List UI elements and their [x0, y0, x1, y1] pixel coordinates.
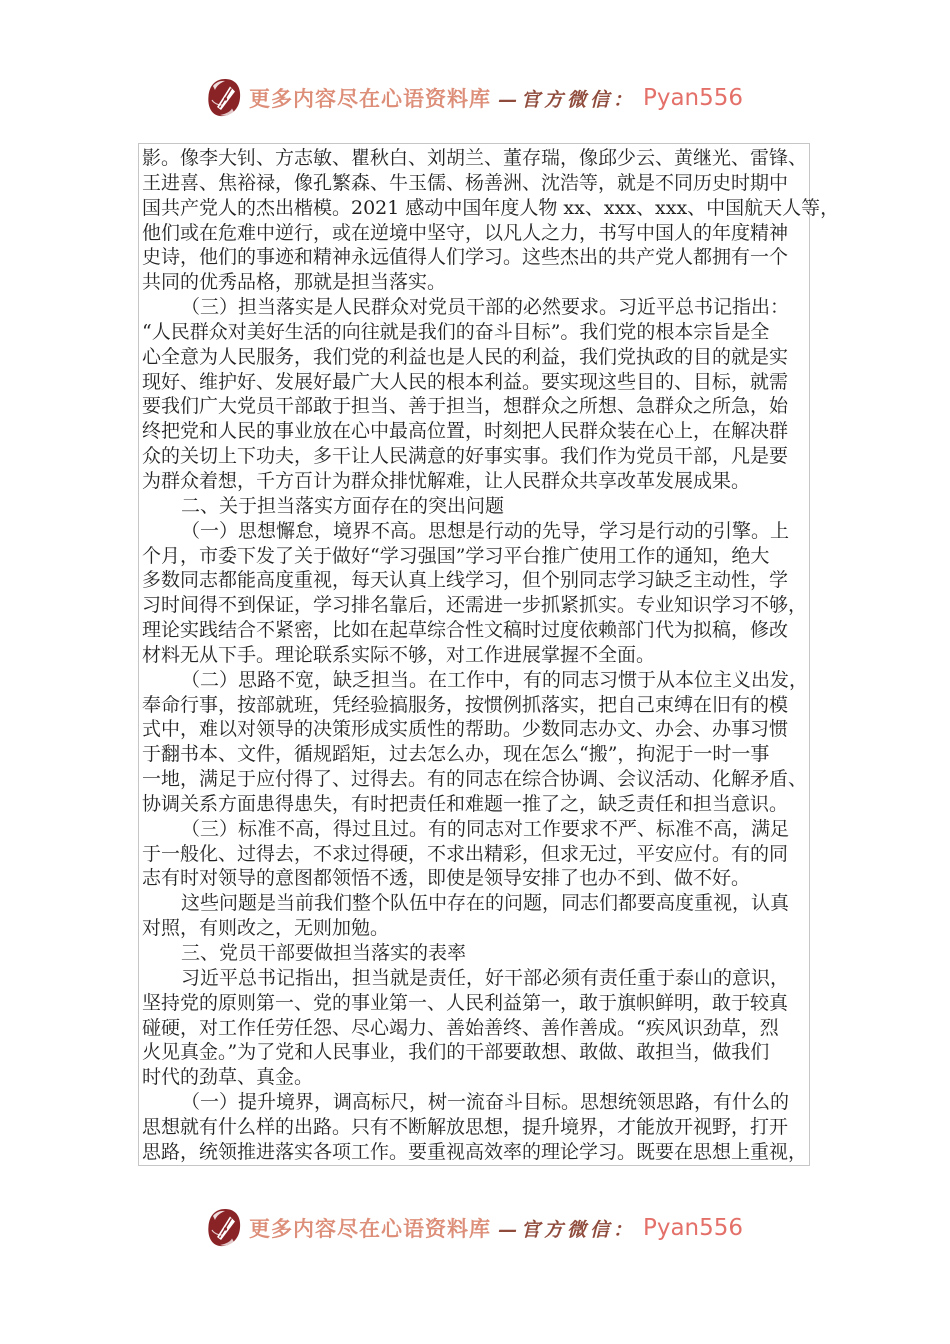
watermark-wechat-label: —官方微信： [497, 1218, 636, 1241]
document-line: 众的关切上下功夫，多干让人民满意的好事实事。我们作为党员干部，凡是要 [142, 445, 789, 468]
document-line: 理论实践结合不紧密，比如在起草综合性文稿时过度依赖部门代为拟稿，修改 [142, 619, 789, 642]
document-line: 志有时对领导的意图都领悟不透，即使是领导安排了也办不到、做不好。 [142, 867, 751, 890]
document-line: 为群众着想，千方百计为群众排忧解难，让人民群众共享改革发展成果。 [142, 469, 751, 492]
document-line: 个月，市委下发了关于做好“学习强国”学习平台推广使用工作的通知，绝大 [142, 544, 770, 567]
document-line: 思路，统领推进落实各项工作。要重视高效率的理论学习。既要在思想上重视， [142, 1140, 808, 1163]
document-line: 碰硬，对工作任劳任怨、尽心竭力、善始善终、善作善成。“疾风识劲草，烈 [142, 1016, 779, 1039]
document-line: 火见真金。”为了党和人民事业，我们的干部要敢想、敢做、敢担当，做我们 [142, 1041, 770, 1064]
watermark-wechat-label: —官方微信： [497, 88, 636, 111]
document-line: 国共产党人的杰出楷模。2021 感动中国年度人物 xx、xxx、xxx、中国航天人等， [142, 196, 840, 219]
document-line: 多数同志都能高度重视，每天认真上线学习，但个别同志学习缺乏主动性，学 [142, 569, 789, 592]
document-line: 材料无从下手。理论联系实际不够，对工作进展掌握不全面。 [142, 643, 656, 666]
document-line: 这些问题是当前我们整个队伍中存在的问题，同志们都要高度重视，认真 [181, 892, 790, 915]
document-line: 共同的优秀品格，那就是担当落实。 [142, 271, 447, 294]
pen-swirl-logo-icon [207, 78, 242, 118]
document-line: （三）担当落实是人民群众对党员干部的必然要求。习近平总书记指出： [181, 296, 790, 319]
document-line: 他们或在危难中逆行，或在逆境中坚守，以凡人之力，书写中国人的年度精神 [142, 221, 789, 244]
document-line: 王进喜、焦裕禄，像孔繁森、牛玉儒、杨善洲、沈浩等，就是不同历史时期中 [142, 171, 789, 194]
document-line: 于翻书本、文件，循规蹈矩，过去怎么办，现在怎么“搬”，拘泥于一时一事 [142, 743, 770, 766]
document-line: 现好、维护好、发展好最广大人民的根本利益。要实现这些目的、目标，就需 [142, 370, 789, 393]
pen-swirl-logo-icon [207, 1208, 242, 1248]
document-line: 坚持党的原则第一、党的事业第一、人民利益第一，敢于旗帜鲜明，敢于较真 [142, 991, 789, 1014]
watermark-wechat-id: Pyan556 [642, 85, 744, 111]
document-line: （三）标准不高，得过且过。有的同志对工作要求不严、标准不高，满足 [181, 817, 790, 840]
document-line: “人民群众对美好生活的向往就是我们的奋斗目标”。我们党的根本宗旨是全 [142, 320, 770, 343]
document-line: 三、党员干部要做担当落实的表率 [181, 942, 467, 964]
document-line: 时代的劲草、真金。 [142, 1066, 314, 1089]
document-line: 终把党和人民的事业放在心中最高位置，时刻把人民群众装在心上，在解决群 [142, 420, 789, 443]
document-line: 式中，难以对领导的决策形成实质性的帮助。少数同志办文、办会、办事习惯 [142, 718, 789, 741]
document-line: 思想就有什么样的出路。只有不断解放思想，提升境界，才能放开视野，打开 [142, 1115, 789, 1138]
document-line: 影。像李大钊、方志敏、瞿秋白、刘胡兰、董存瑞，像邱少云、黄继光、雷锋、 [142, 147, 808, 169]
document-line: 一地，满足于应付得了、过得去。有的同志在综合协调、会议活动、化解矛盾、 [142, 768, 808, 791]
document-line: 要我们广大党员干部敢于担当、善于担当，想群众之所想、急群众之所急，始 [142, 395, 789, 418]
watermark-site-text: 更多内容尽在心语资料库 [248, 1216, 491, 1241]
document-line: 对照，有则改之，无则加勉。 [142, 917, 390, 940]
document-line: 史诗，他们的事迹和精神永远值得人们学习。这些杰出的共产党人都拥有一个 [142, 246, 789, 269]
document-line: 协调关系方面患得患失，有时把责任和难题一推了之，缺乏责任和担当意识。 [142, 792, 789, 815]
document-line: （二）思路不宽，缺乏担当。在工作中，有的同志习惯于从本位主义出发， [181, 668, 809, 691]
header-watermark [0, 78, 950, 118]
document-line: 二、关于担当落实方面存在的突出问题 [181, 494, 505, 517]
document-line: 于一般化、过得去，不求过得硬，不求出精彩，但求无过，平安应付。有的同 [142, 842, 789, 865]
footer-watermark [0, 1208, 950, 1248]
watermark-wechat-id: Pyan556 [642, 1215, 744, 1241]
document-line: 奉命行事，按部就班，凭经验搞服务，按惯例抓落实，把自己束缚在旧有的模 [142, 693, 789, 716]
watermark-site-text: 更多内容尽在心语资料库 [248, 86, 491, 111]
document-body [138, 143, 840, 1166]
document-line: （一）思想懈怠，境界不高。思想是行动的先导，学习是行动的引擎。上 [181, 519, 790, 542]
document-line: 习近平总书记指出，担当就是责任，好干部必须有责任重于泰山的意识， [181, 966, 790, 989]
document-line: （一）提升境界，调高标尺，树一流奋斗目标。思想统领思路，有什么的 [181, 1091, 790, 1114]
document-line: 习时间得不到保证，学习排名靠后，还需进一步抓紧抓实。专业知识学习不够， [142, 594, 808, 617]
document-line: 心全意为人民服务，我们党的利益也是人民的利益，我们党执政的目的就是实 [142, 345, 789, 368]
